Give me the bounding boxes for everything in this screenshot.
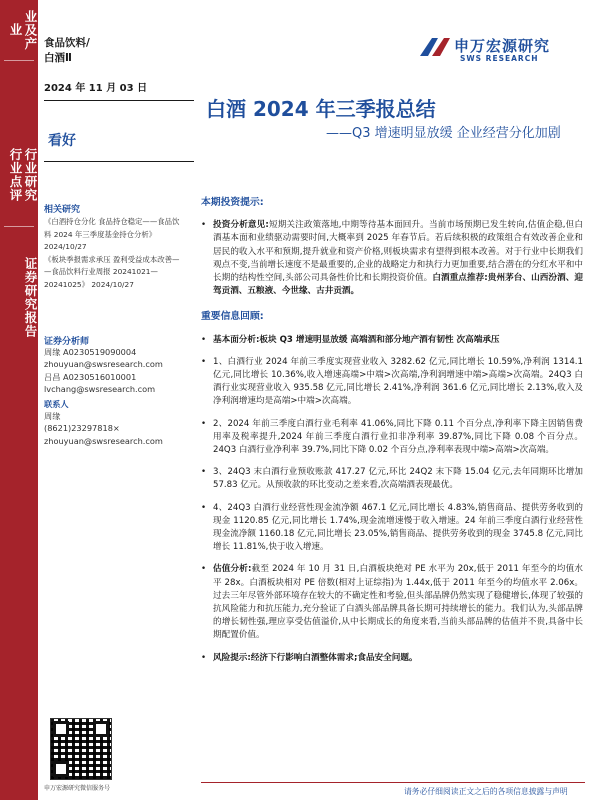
qr-corner — [53, 761, 69, 777]
point-text: 4、24Q3 白酒行业经营性现金流净额 467.1 亿元,同比增长 4.83%,销售商品、提供劳务收到的现金 1120.85 亿元,同比增长 1.74%,现金流增速慢于收入增速。24 年前三季度白酒行业经营性现金流净额 1160.18 亿元,同比增长 23.05%,销售商品、提供劳务收到的现金 3745.8 亿元,同比增长 11.81%,快于收入增速。 — [213, 502, 583, 553]
contact-email[interactable]: zhouyuan@swsresearch.com — [44, 435, 163, 446]
basic-label: 基本面分析: — [213, 334, 260, 345]
footer-divider — [201, 782, 585, 783]
related-line: 2024/10/27 — [44, 242, 87, 251]
advice-text: 短期关注政策落地,中期等待基本面回升。当前市场预期已发生转向,估值企稳,但白酒基本面和业绩驱动需要时间,大概率到 2025 年春节后。若后续积极的政策组合有效改善企业和居民的收入水平和预期,提升就业和资产价格,则板块需求有望得到根本改善。对于行业中长期我们观点不变,当前增长速度不是最重要的,企业的战略定力和执行力更加重要,结合潜在的分红水平和中长期的结构性空间,头部公司具备性价比和长期投资价值。 — [213, 220, 584, 284]
point-4 — [201, 502, 583, 555]
related-line[interactable]: 料 2024 年三季度基金持仓分析》 — [44, 229, 157, 239]
advice-recommend: 白酒重点推荐:贵州茅台、山西汾酒、迎驾贡酒、五粮液、今世缘、古井贡酒。 — [213, 273, 584, 297]
report-title: 白酒 2024 年三季报总结 — [206, 97, 436, 121]
bullet-icon: • — [201, 467, 207, 478]
brand-logo-text: 申万宏源研究 — [454, 37, 551, 55]
bullet-icon: • — [201, 220, 207, 231]
bullet-icon: • — [201, 564, 207, 575]
footer-disclaimer[interactable]: 请务必仔细阅读正文之后的各项信息披露与声明 — [404, 787, 568, 796]
divider — [44, 100, 194, 101]
advice-label: 投资分析意见: — [213, 220, 269, 231]
risk-label: 风险提示: — [213, 652, 251, 663]
bullet-icon: • — [201, 502, 207, 513]
qr-corner — [53, 721, 69, 737]
analyst-email[interactable]: lvchang@swsresearch.com — [44, 384, 156, 395]
bullet-icon: • — [201, 652, 207, 663]
analysts-title: 证券分析师 — [44, 337, 90, 347]
analyst-line: 周缘 A0230519090004 — [44, 347, 137, 357]
side-label-category: 业及产业 — [8, 9, 38, 51]
point-1 — [201, 356, 583, 409]
qr-caption: 申万宏源研究微信服务号 — [44, 785, 111, 792]
industry-label — [44, 36, 90, 66]
contact-line: (8621)23297818× — [44, 423, 120, 434]
industry-line2: 白酒Ⅱ — [44, 52, 72, 64]
section-heading: 本期投资提示: — [201, 197, 264, 208]
related-title: 相关研究 — [44, 205, 81, 215]
point-3 — [201, 466, 583, 492]
point-2 — [201, 418, 583, 458]
side-label-report: 证券研究报告 — [23, 256, 38, 338]
qr-code — [50, 718, 112, 780]
related-line[interactable]: —食品饮料行业周报 20241021— — [44, 267, 158, 276]
contact-line: 周缘 — [44, 411, 61, 422]
point-text: 3、24Q3 末白酒行业预收账款 417.27 亿元,环比 24Q2 末下降 15.04 亿元,去年同期环比增加 57.83 亿元。从预收款的环比变动之差来看,次高端酒表现最优。 — [213, 467, 583, 491]
related-research — [44, 216, 196, 291]
investment-advice — [201, 219, 583, 298]
side-label-type: 行业研究 行业点评 — [8, 148, 38, 202]
related-line[interactable]: 《板块季报需求承压 盈利受益成本改善— — [44, 254, 180, 264]
main-content — [201, 196, 583, 674]
bullet-icon: • — [201, 356, 207, 367]
side-divider — [4, 60, 34, 61]
point-text: 2、2024 年前三季度白酒行业毛利率 41.06%,同比下降 0.11 个百分点,净利率下降主因销售费用率及税率提升,2024 年前三季度白酒行业扣非净利率 39.87%,同比下降 0.08 个百分点。24Q3 白酒行业净利率 39.7%,同比下降 0.02 个百分点,净利率表现中端>高端>次高端。 — [213, 418, 583, 456]
bullet-icon: • — [201, 418, 207, 429]
valuation-text: 截至 2024 年 10 月 31 日,白酒板块绝对 PE 水平为 20x,低于 2011 年至今的均值水平 28x。白酒板块相对 PE 倍数(相对上证综指)为 1.44x,低于 2011 年至今的均值水平 2.06x。过去三年尽管外部环境存在较大的不确定性和考验,但头部品牌仍然实现了稳健增长,体现了较强的抗风险能力和抗压能力,充分验证了白酒头部品牌具备长期可持续增长的能力。我们认为,头部品牌的增长韧性强,理应享受估值溢价,从中长期成长的角度来看,当前头部品牌的估值并不贵,具备中长期配置价值。 — [213, 564, 584, 641]
bullet-icon: • — [201, 334, 207, 345]
analyst-email[interactable]: zhouyuan@swsresearch.com — [44, 359, 163, 370]
report-subtitle: ——Q3 增速明显放缓 企业经营分化加剧 — [326, 126, 561, 141]
related-line[interactable]: 《白酒持仓分化 食品持仓稳定——食品饮 — [44, 217, 180, 226]
point-text: 1、白酒行业 2024 年前三季度实现营业收入 3282.62 亿元,同比增长 10.59%,净利润 1314.1 亿元,同比增长 10.36%,收入增速高端>中端>次高端,净利润增速中端>高端>次高端。24Q3 白酒行业实现营业收入 935.58 亿元,同比增长 2.41%,净利润 361.6 亿元,同比增长 2.13%,收入及净利润增速均是高端>中端>次高端。 — [213, 356, 583, 407]
analysts-list — [44, 346, 196, 447]
industry-line1: 食品饮料/ — [44, 37, 90, 49]
brand-logo-subtext: SWS RESEARCH — [460, 54, 539, 63]
basic-text: 板块 Q3 增速明显放缓 高端酒和部分地产酒有韧性 次高端承压 — [259, 334, 500, 345]
rating: 看好 — [48, 133, 76, 149]
risk-text: 经济下行影响白酒整体需求;食品安全问题。 — [250, 652, 418, 663]
section-heading: 重要信息回顾: — [201, 311, 264, 323]
qr-corner — [93, 721, 109, 737]
side-divider — [4, 226, 34, 227]
valuation-label: 估值分析: — [213, 564, 252, 575]
related-line: 20241025》 2024/10/27 — [44, 279, 134, 289]
basic-analysis — [201, 334, 583, 347]
analyst-line: 吕昌 A0230516010001 — [44, 371, 137, 382]
divider — [44, 161, 194, 162]
risk-warning — [201, 652, 583, 665]
valuation-analysis — [201, 563, 583, 642]
report-date: 2024 年 11 月 03 日 — [44, 83, 148, 94]
contact-title: 联系人 — [44, 398, 69, 409]
